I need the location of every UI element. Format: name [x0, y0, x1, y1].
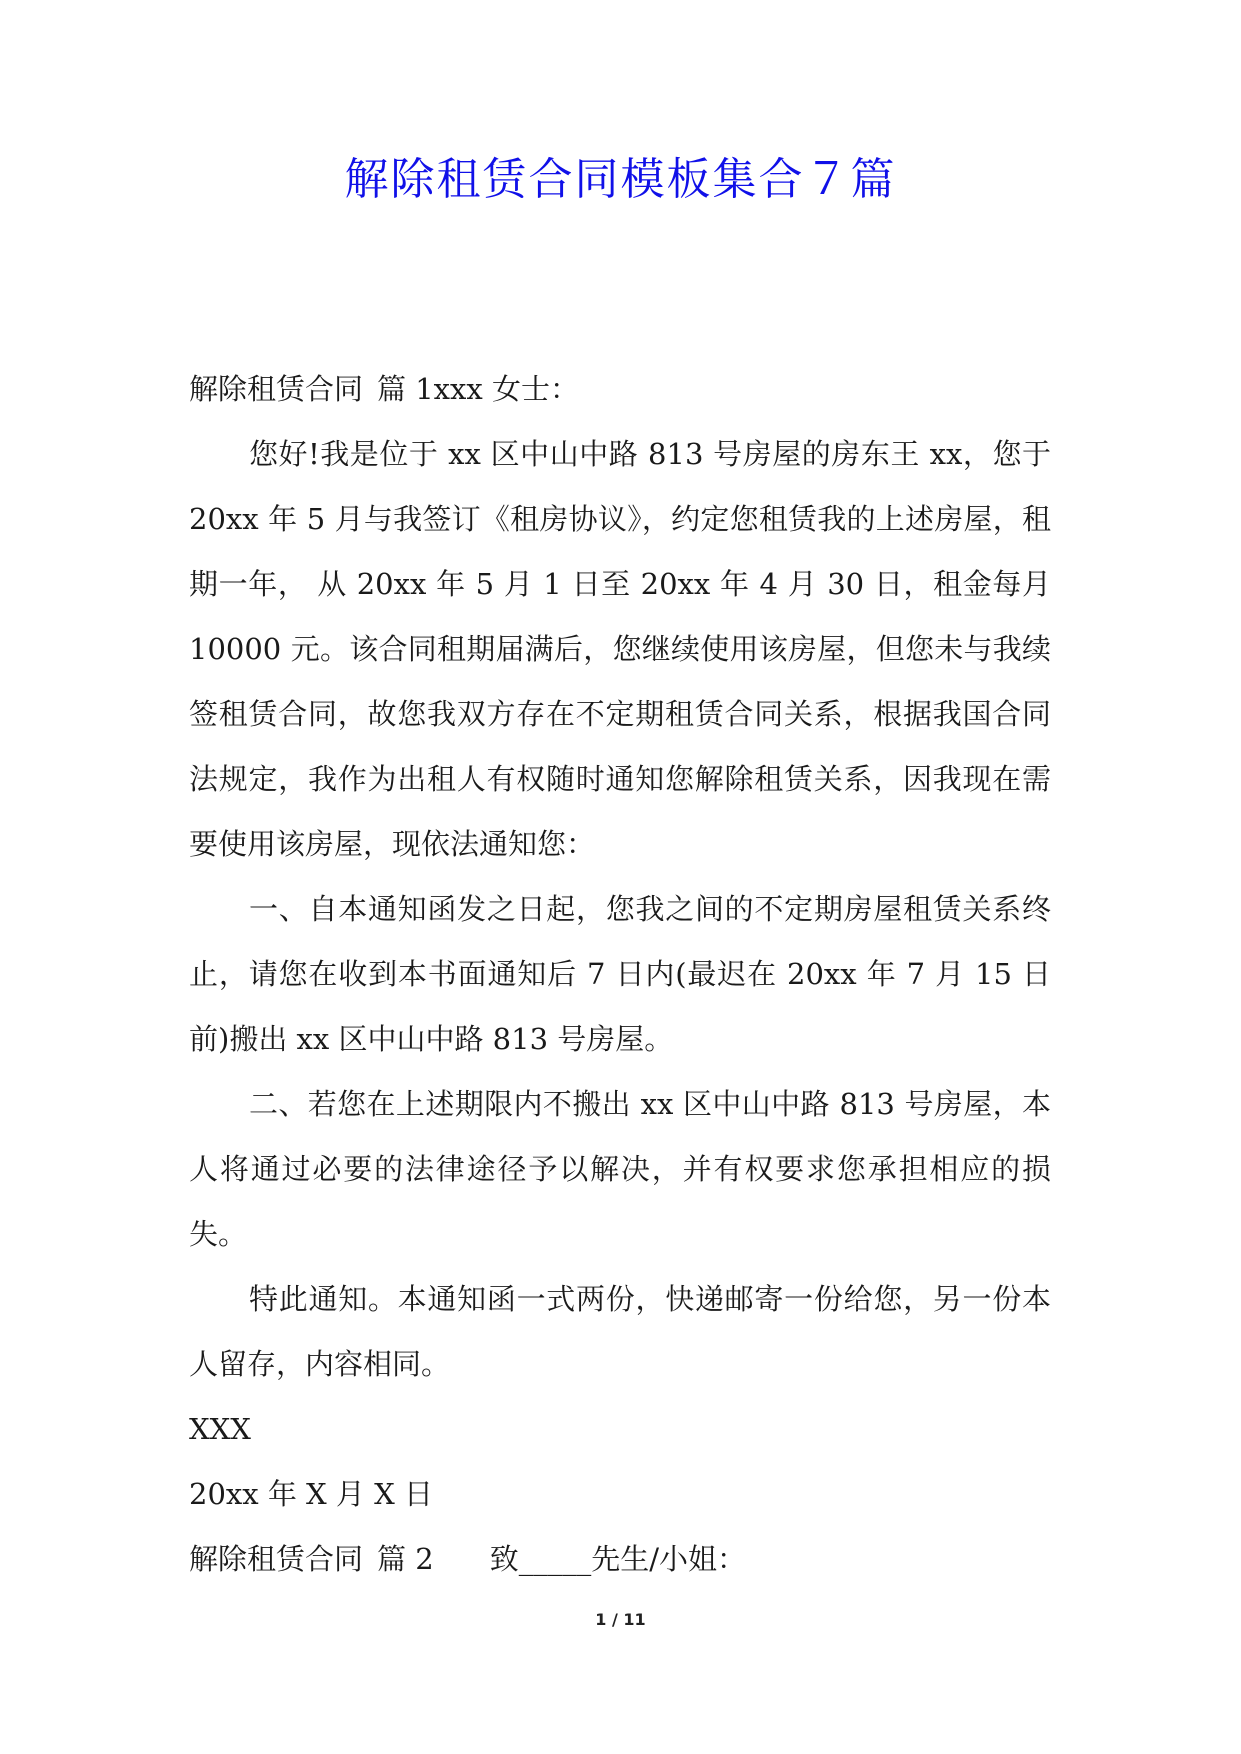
paragraph-1: 您好!我是位于 xx 区中山中路 813 号房屋的房东王 xx，您于 20xx 年 5 月与我签订《租房协议》，约定您租赁我的上述房屋，租期一年， 从 20xx 年 5 月 1 日至 20xx 年 4 月 30 日，租金每月 10000 元。该合同租期届满后，您继续使用该房屋，但您未与我续签租赁合同，故您我双方存在不定期租赁合同关系，根据我国合同法规定，我作为出租人有权随时通知您解除租赁关系，因我现在需要使用该房屋，现依法通知您： [189, 437, 1051, 861]
signature: XXX [189, 1412, 251, 1446]
paragraph-2: 一、自本通知函发之日起，您我之间的不定期房屋租赁关系终止，请您在收到本书面通知后 7 日内(最迟在 20xx 年 7 月 15 日前)搬出 xx 区中山中路 813 号房屋。 [189, 892, 1051, 1056]
section-1-heading: 解除租赁合同 [189, 372, 364, 406]
section-1-label: 篇 1xxx 女士： [377, 372, 579, 406]
section-2-heading: 解除租赁合同 [189, 1542, 364, 1576]
section-2-heading-line [189, 1527, 1051, 1592]
document-body [189, 357, 1051, 1592]
paragraph-4: 特此通知。本通知函一式两份，快递邮寄一份给您，另一份本人留存，内容相同。 [189, 1282, 1051, 1381]
document-title: 解除租赁合同模板集合７篇 [344, 154, 897, 205]
section-2-salutation: 致_____先生/小姐： [489, 1542, 746, 1576]
section-1-heading-line [189, 357, 1051, 422]
section-2-label: 篇 2 [377, 1542, 434, 1576]
page-number: 1 / 11 [595, 1610, 646, 1629]
date-line: 20xx 年 X 月 X 日 [189, 1477, 433, 1511]
paragraph-3: 二、若您在上述期限内不搬出 xx 区中山中路 813 号房屋，本人将通过必要的法律途径予以解决，并有权要求您承担相应的损失。 [189, 1087, 1051, 1251]
